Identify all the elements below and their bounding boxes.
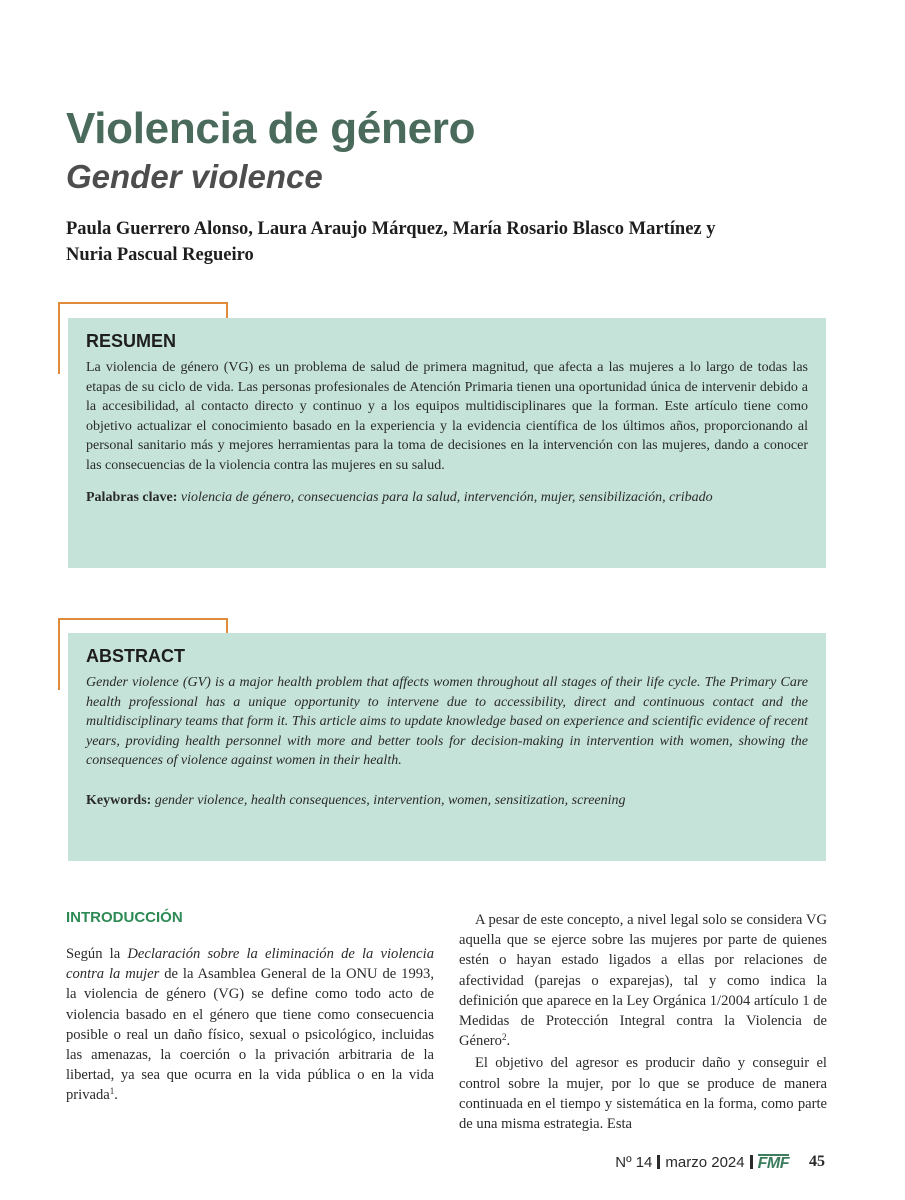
article-title: Violencia de género [66, 104, 476, 153]
abstract-keywords-list: gender violence, health consequences, intervention, women, sensitization, screening [154, 792, 626, 808]
resumen-keywords [86, 488, 808, 508]
authors: Paula Guerrero Alonso, Laura Araujo Márquez, María Rosario Blasco Martínez y Nuria Pascual Regueiro [66, 219, 716, 265]
right-p1-text: A pesar de este concepto, a nivel legal solo se considera VG aquella que se ejerce sobre las mujeres por parte de quienes estén o hayan estado ligados a ellas por relaciones de afectividad (parejas o exparejas), tal y como indica la definición que aparece en la Ley Orgánica 1/2004 artículo 1 de Medidas de Protección Integral contra la Violencia de Género [459, 912, 827, 1050]
abstract-keywords [86, 791, 808, 811]
resumen-text: La violencia de género (VG) es un problema de salud de primera magnitud, que afecta a las mujeres a lo largo de todas las etapas de su ciclo de vida. Las personas profesionales de Atención Primaria tienen una oportunidad única de intervenir debido a la accesibilidad, al contacto directo y continuo y a los equipos multidisciplinares que la forman. Este artículo tiene como objetivo actualizar el conocimiento basado en la experiencia y la evidencia científica de los últimos años, proporcionando al personal sanitario más y mejores herramientas para la toma de decisiones en la intervención con las mujeres, dando a conocer las consecuencias de la violencia contra las mujeres en su salud. [86, 360, 808, 473]
right-paragraph-1 [459, 910, 827, 1051]
footer-separator [657, 1155, 660, 1169]
abstract-heading: ABSTRACT [86, 646, 185, 666]
intro-paragraph [66, 944, 434, 1106]
right-column [459, 910, 827, 1134]
footer-separator [750, 1155, 753, 1169]
right-p1-end: . [506, 1033, 511, 1050]
right-p1-reference: 2 [501, 1032, 507, 1043]
issue-number: Nº 14 [615, 1153, 653, 1171]
issue-date: marzo 2024 [665, 1153, 745, 1171]
resumen-keywords-list: violencia de género, consecuencias para la salud, intervención, mujer, sensibilización, cribado [180, 490, 713, 505]
left-column [66, 908, 434, 1106]
intro-reference: 1 [109, 1086, 115, 1097]
abstract-box [68, 633, 826, 861]
right-paragraph-2: El objetivo del agresor es producir daño y conseguir el control sobre la mujer, por lo que se produce de manera continuada en el tiempo y sistemática en la forma, como parte de una misma estrategia. Esta [459, 1055, 827, 1133]
introduccion-heading: INTRODUCCIÓN [66, 909, 183, 926]
page-number: 45 [809, 1153, 825, 1170]
intro-declaration-title: Declaración sobre la eliminación de la violencia contra la mujer [66, 946, 434, 983]
resumen-box [68, 318, 826, 568]
resumen-keywords-label: Palabras clave: [86, 490, 178, 505]
article-subtitle: Gender violence [66, 158, 323, 195]
resumen-heading: RESUMEN [86, 331, 177, 351]
abstract-keywords-label: Keywords: [86, 792, 152, 808]
intro-text-b: de la Asamblea General de la ONU de 1993, la violencia de género (VG) se define como todo acto de violencia basado en el género que tiene como consecuencia posible o real un daño físico, sexual o psicológico, incluidas las amenazas, la coerción o la privación arbitraria de la libertad, ya sea que ocurra en la vida pública o en la vida privada [66, 966, 434, 1104]
intro-text-a: Según la [66, 946, 128, 962]
page-footer [615, 1152, 825, 1172]
journal-logo: FMF [757, 1154, 789, 1172]
intro-text-end: . [114, 1087, 118, 1104]
abstract-text: Gender violence (GV) is a major health problem that affects women throughout all stages of their life cycle. The Primary Care health professional has a unique opportunity to intervene due to accessibility, direct and continuous contact and the multidisciplinary teams that form it. This article aims to update knowledge based on experience and scientific evidence of recent years, providing health personnel with more and better tools for decision-making in intervention with women, showing the consequences of violence against women in their health. [86, 675, 808, 768]
